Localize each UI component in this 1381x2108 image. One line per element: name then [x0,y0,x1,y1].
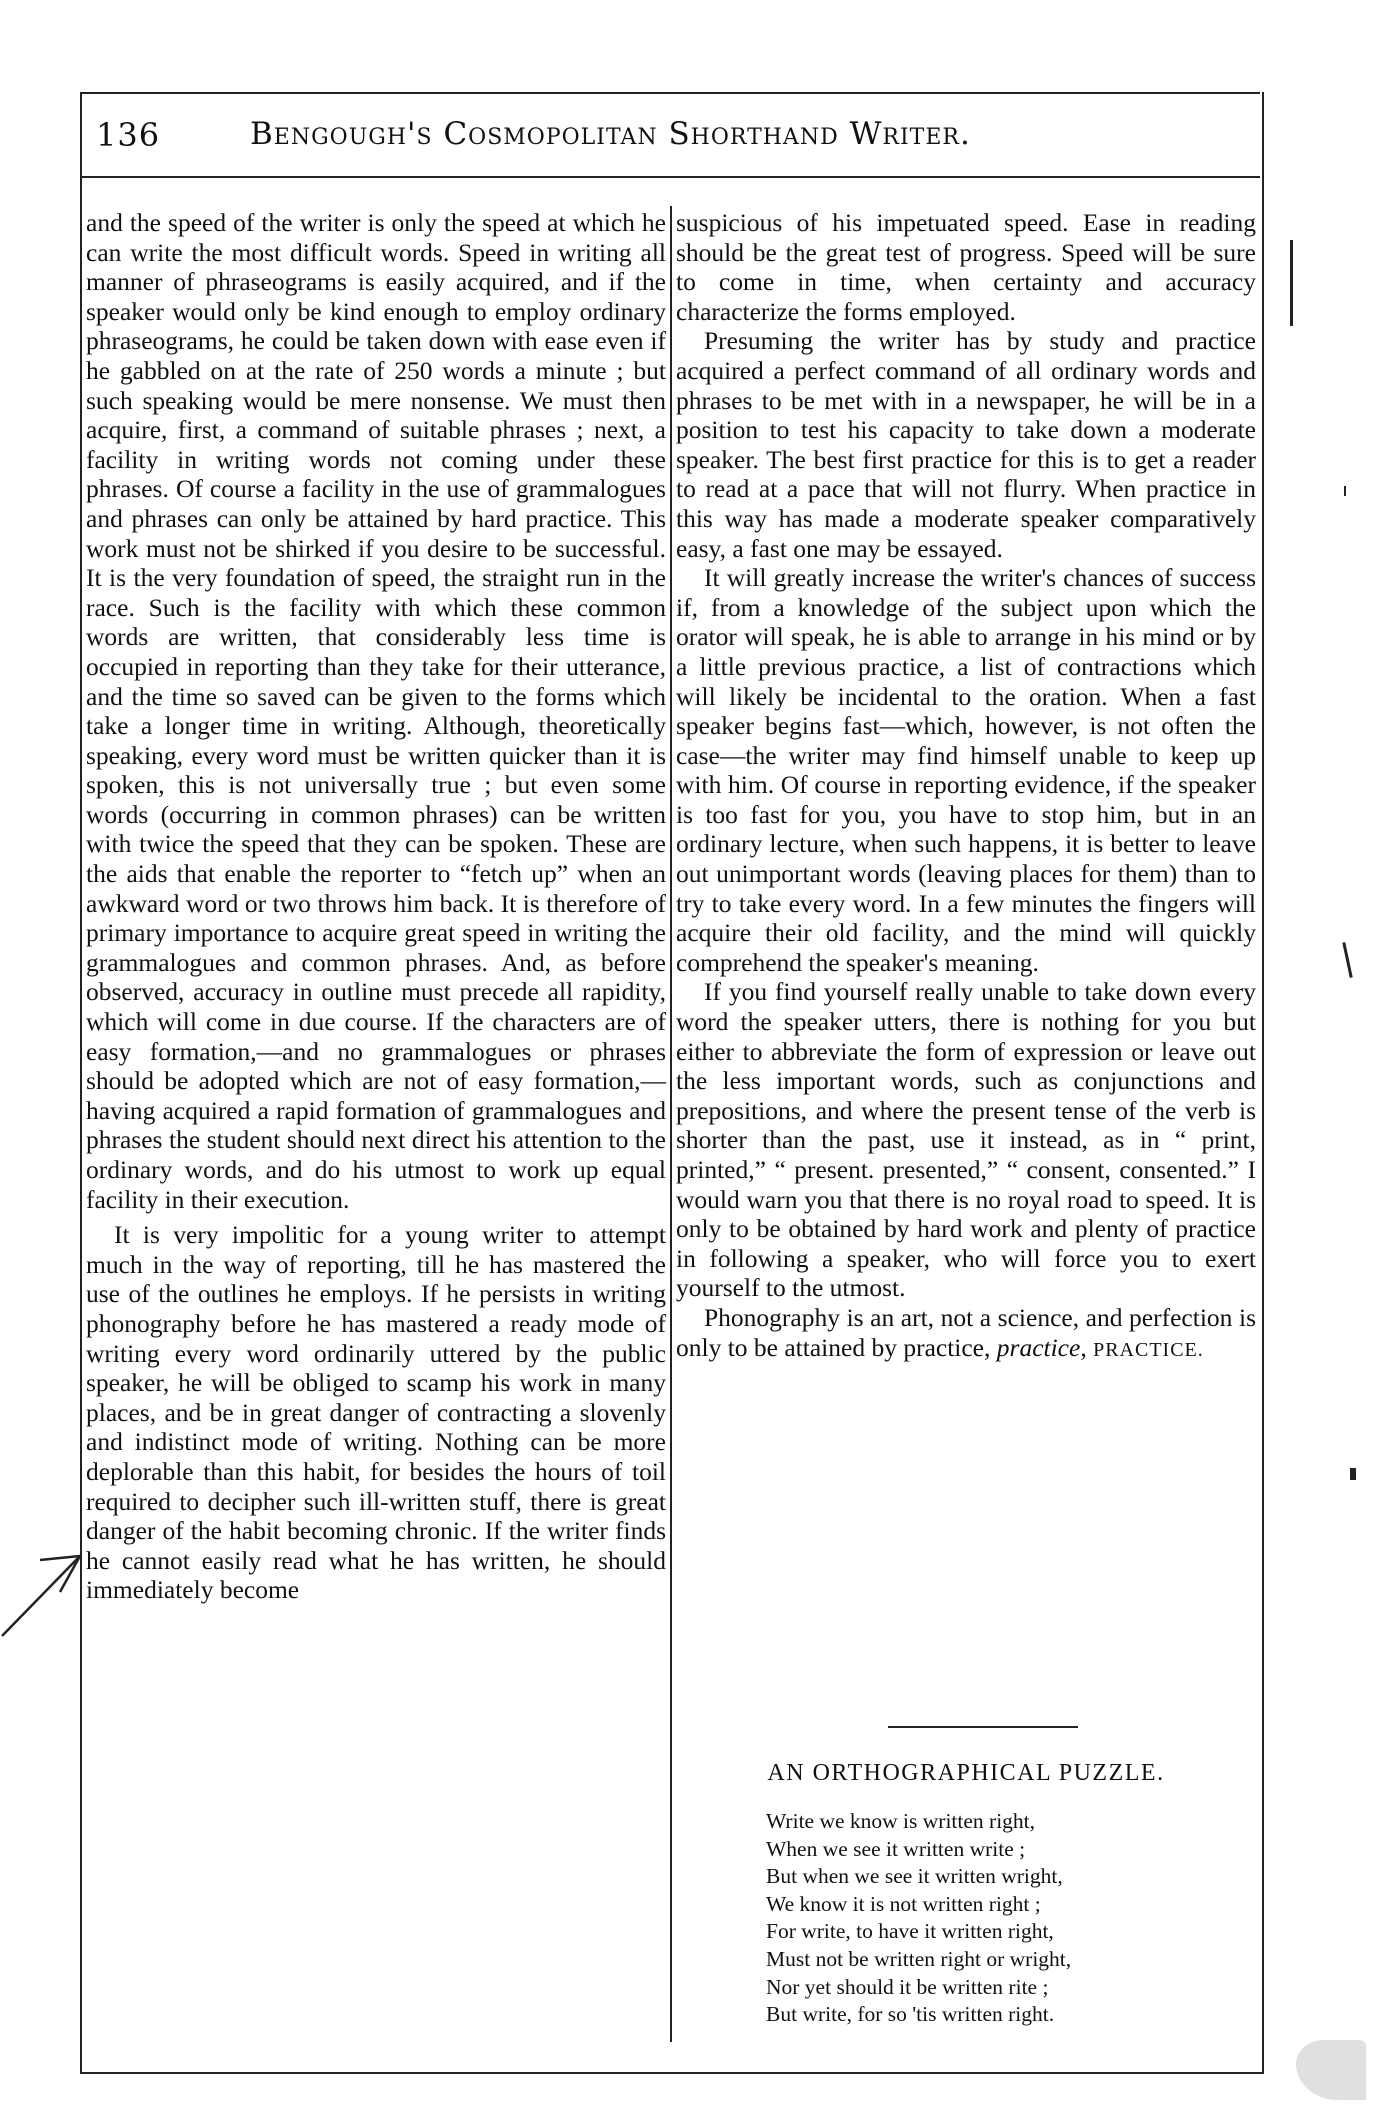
paragraph: If you find yourself really unable to take down every word the speaker utters, there is nothing for you but either to abbreviate the form of expression or leave out the less important words, such as conjunctions and prepositions, and where the present tense of the verb is shorter than the past, use it instead, as in “ print, printed,” “ present. presented,” “ consent, consented.” I would warn you that there is no royal road to speed. It is only to be obtained by hard work and plenty of practice in following a speaker, who will force you to exert yourself to the utmost. [676,977,1256,1303]
poem-line: Must not be written right or wright, [766,1946,1072,1971]
closing-text: Phonography is an art, not a science, and perfection is only to be attained by practice, [676,1302,1256,1362]
running-title: Bengough's Cosmopolitan Shorthand Writer. [250,116,971,152]
corner-smudge [1296,2040,1366,2100]
section-separator [888,1726,1078,1728]
poem-line: For write, to have it written right, [766,1919,1054,1944]
margin-mark [1342,942,1352,978]
left-column [86,208,666,1605]
page-header [80,112,1260,158]
page-number: 136 [96,116,161,154]
closing-caps: PRACTICE. [1093,1338,1204,1361]
closing-italic: practice, [996,1332,1087,1362]
margin-mark [1350,1468,1356,1480]
margin-arrow-icon [0,1540,90,1640]
right-border-rule [1262,92,1264,2072]
poem-line: When we see it written write ; [766,1836,1026,1861]
closing-paragraph [676,1303,1256,1365]
paragraph: and the speed of the writer is only the speed at which he can write the most difficult words. Speed in writing all manner of phraseograms is easily acquired, and if the speaker would only be kind enough to employ ordinary phraseograms, he could be taken down with ease even if he gabbled on at the rate of 250 words a minute ; but such speaking would be mere nonsense. We must then acquire, first, a command of suitable phrases ; next, a facility in writing words not coming under these phrases. Of course a facility in the use of grammalogues and phrases can only be attained by hard practice. This work must not be shirked if you desire to be successful. It is the very foundation of speed, the straight run in the race. Such is the facility with which these common words are written, that considerably less time is occupied in reporting than they take for their utterance, and the time so saved can be given to the forms which take a longer time in writing. Although, theoretically speaking, every word must be written quicker than it is spoken, this is not universally true ; but even some words (occurring in common phrases) can be written with twice the speed that they can be spoken. These are the aids that enable the reporter to “fetch up” when an awkward word or two throws him back. It is therefore of primary importance to acquire great speed in writing the grammalogues and common phrases. And, as before observed, accuracy in outline must precede all rapidity, which will come in due course. If the characters are of easy formation,—and no grammalogues or phrases should be adopted which are not of easy formation,—having acquired a rapid formation of grammalogues and phrases the student should next direct his attention to the ordinary words, and do his utmost to work up equal facility in their execution. [86,208,666,1214]
bottom-border-rule [80,2072,1264,2074]
right-column [676,208,1256,1365]
paragraph: suspicious of his impetuated speed. Ease in reading should be the great test of progress. Speed will be sure to come in time, when certainty and accuracy characterize the forms employed. [676,208,1256,326]
poem-line: We know it is not written right ; [766,1891,1041,1916]
puzzle-poem [766,1808,1246,2029]
paragraph: It will greatly increase the writer's chances of success if, from a knowledge of the subject upon which the orator will speak, he is able to arrange in his mind or by a little previous practice, a list of contractions which will likely be incidental to the oration. When a fast speaker begins fast—which, however, is not often the case—the writer may find himself unable to keep up with him. Of course in reporting evidence, if the speaker is too fast for you, you have to stop him, but in an ordinary lecture, when such happens, it is better to leave out unimportant words (leaving places for them) than to try to take every word. In a few minutes the fingers will acquire their old facility, and the mind will quickly comprehend the speaker's meaning. [676,563,1256,977]
header-rule [80,176,1260,178]
poem-line: Nor yet should it be written rite ; [766,1974,1049,1999]
poem-line: Write we know is written right, [766,1809,1036,1833]
poem-line: But when we see it written wright, [766,1864,1063,1889]
column-divider [670,206,672,2042]
paragraph: Presuming the writer has by study and practice acquired a perfect command of all ordinary words and phrases to be met with in a newspaper, he will be in a position to test his capacity to take down a moderate speaker. The best first practice for this is to get a reader to read at a pace that will not flurry. When practice in this way has made a moderate speaker comparatively easy, a fast one may be essayed. [676,326,1256,563]
top-border-rule [80,92,1260,94]
margin-mark [1344,486,1346,496]
puzzle-title: AN ORTHOGRAPHICAL PUZZLE. [767,1760,1165,1786]
paragraph: It is very impolitic for a young writer to attempt much in the way of reporting, till he has mastered the use of the outlines he employs. If he persists in writing phonography before he has mastered a ready mode of writing every word ordinarily uttered by the public speaker, he will be obliged to scamp his work in many places, and be in great danger of contracting a slovenly and indistinct mode of writing. Nothing can be more deplorable than this habit, for besides the hours of toil required to decipher such ill-written stuff, there is great danger of the habit becoming chronic. If the writer finds he cannot easily read what he has written, he should immediately become [86,1220,666,1605]
left-border-rule [80,92,82,2072]
poem-line: But write, for so 'tis written right. [766,2002,1055,2027]
margin-mark [1290,240,1293,326]
